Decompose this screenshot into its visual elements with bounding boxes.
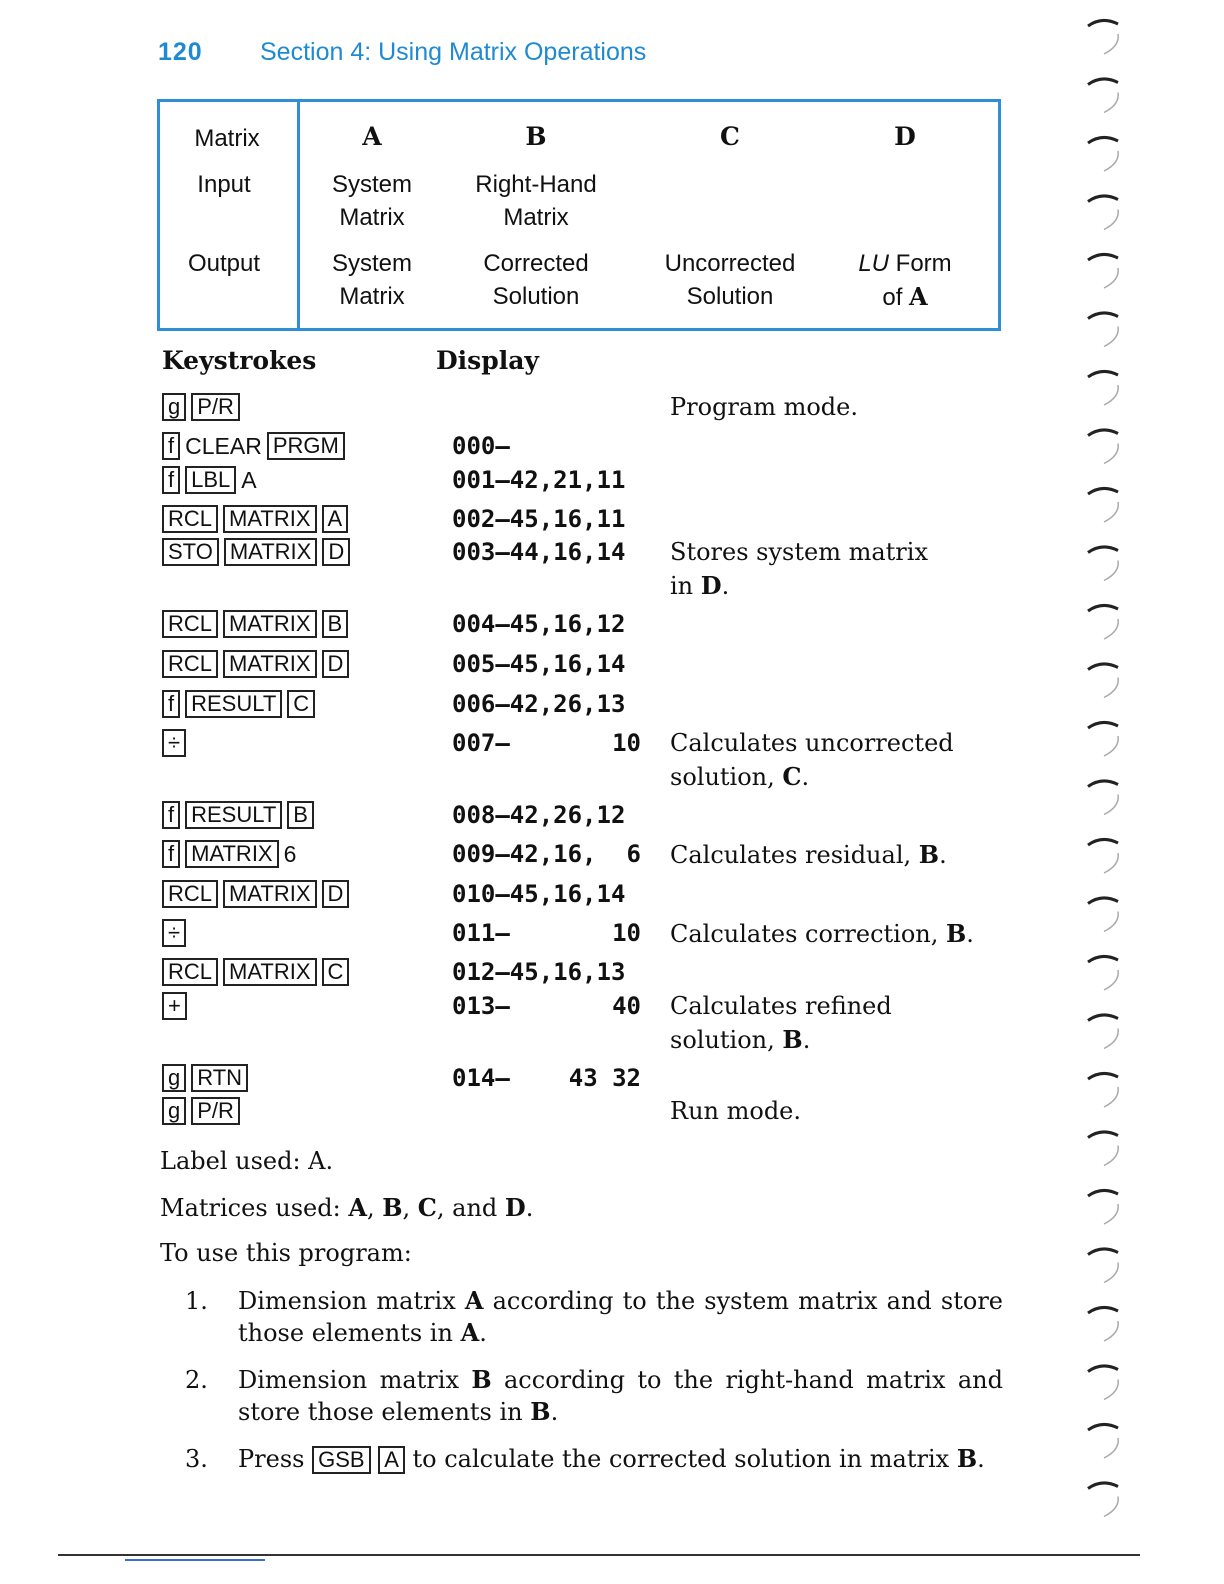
spiral-ring [1088,1366,1118,1372]
page-bottom-rule [58,1554,1140,1556]
col-b-output-2: Solution [492,283,580,310]
display-code: 014– 43 32 [452,1064,641,1092]
keystrokes-heading: Keystrokes [162,346,317,375]
display-code: 010–45,16,14 [452,880,626,908]
step-description: Calculates uncorrected solution, C. [670,729,954,791]
col-a-output-2: Matrix [339,283,405,310]
calculator-key: B [287,801,314,829]
spiral-ring-shadow [1104,1029,1118,1049]
calculator-key: RCL [162,610,218,638]
calculator-key: D [322,650,350,678]
spiral-ring [1088,1483,1118,1489]
matrix-io-table [157,99,1001,331]
keystroke-sequence [162,992,187,1020]
keystroke-sequence [162,393,240,421]
spiral-ring-shadow [1104,853,1118,873]
col-c-output-2: Solution [686,283,774,310]
step-description: Program mode. [670,393,859,421]
step-description: Run mode. [670,1097,802,1125]
matrices-used: Matrices used: A, B, C, and D. [160,1193,534,1222]
calculator-key: f [162,840,180,868]
spiral-ring-shadow [1104,444,1118,464]
col-head-c: C [720,122,740,151]
row-label-input: Input [197,171,251,198]
spiral-ring [1088,898,1118,904]
display-code: 003–44,16,14 [452,538,626,566]
step-3: 3. Press GSB A to calculate the corrected solution in matrix B. [185,1444,985,1473]
calculator-key: MATRIX [223,505,316,533]
col-a-output-1: System [331,250,412,277]
step-description: Calculates refined solution, B. [670,992,892,1054]
page-bottom-accent [125,1559,265,1561]
spiral-ring-shadow [1104,151,1118,171]
display-code: 000– [452,432,510,460]
display-code: 008–42,26,12 [452,801,626,829]
step-description: Calculates residual, B. [670,840,947,869]
spiral-ring [1088,1307,1118,1313]
spiral-ring [1088,20,1118,26]
row-label-output: Output [187,250,261,277]
spiral-ring-shadow [1104,385,1118,405]
gsb-key: GSB [312,1446,370,1474]
spiral-ring [1088,313,1118,319]
calculator-key: RTN [191,1064,248,1092]
calculator-key: g [162,1097,186,1125]
page-number: 120 [158,38,203,66]
spiral-ring-shadow [1104,619,1118,639]
spiral-ring-shadow [1104,561,1118,581]
display-code: 005–45,16,14 [452,650,626,678]
spiral-ring [1088,1424,1118,1430]
row-label-matrix: Matrix [194,125,260,152]
spiral-ring [1088,430,1118,436]
col-b-input-1: Right-Hand [475,171,597,198]
keystroke-sequence [162,538,350,566]
keystroke-sequence [162,919,186,947]
calculator-key: D [322,538,350,566]
col-a-input-1: System [331,171,412,198]
calculator-key: RESULT [185,801,282,829]
calculator-key: RCL [162,505,218,533]
calculator-key: MATRIX [223,650,316,678]
col-d-output-1: LU Form [858,250,952,277]
calculator-key: ÷ [162,919,186,947]
keystroke-sequence [162,880,349,908]
spiral-ring-shadow [1104,736,1118,756]
calculator-key: B [322,610,349,638]
spiral-ring [1088,956,1118,962]
calculator-key: MATRIX [223,880,316,908]
spiral-ring-shadow [1104,795,1118,815]
spiral-ring-shadow [1104,1321,1118,1341]
spiral-ring [1088,488,1118,494]
spiral-ring [1088,839,1118,845]
calculator-key: g [162,393,186,421]
spiral-ring [1088,1015,1118,1021]
section-title: Section 4: Using Matrix Operations [260,38,647,66]
display-code: 001–42,21,11 [452,466,626,494]
spiral-ring [1088,547,1118,553]
step-2: 2. Dimension matrix B according to the right-hand matrix and store those elements in B. [185,1365,1003,1426]
spiral-ring-shadow [1104,268,1118,288]
display-code: 013– 40 [452,992,641,1020]
table-divider [297,102,300,328]
display-heading: Display [436,346,539,375]
col-head-d: D [894,122,916,151]
spiral-ring-shadow [1104,1146,1118,1166]
calculator-key: PRGM [267,432,345,460]
spiral-ring [1088,371,1118,377]
calculator-key: RCL [162,958,218,986]
calculator-key: D [322,880,350,908]
display-code: 011– 10 [452,919,641,947]
col-c-output-1: Uncorrected [664,250,796,277]
step-1: 1. Dimension matrix A according to the system matrix and store those elements in A. [185,1286,1003,1347]
display-code: 006–42,26,13 [452,690,626,718]
keystroke-sequence [162,958,349,986]
keystroke-sequence [162,610,348,638]
spiral-ring [1088,1190,1118,1196]
calculator-key: + [162,992,187,1020]
spiral-ring-shadow [1104,1438,1118,1458]
step-description: Calculates correction, B. [670,919,974,948]
calculator-key: f [162,801,180,829]
key-text: CLEAR [185,432,262,459]
keystroke-sequence [162,432,345,460]
to-use-heading: To use this program: [160,1239,412,1267]
spiral-ring-shadow [1104,678,1118,698]
calculator-key: MATRIX [185,840,278,868]
calculator-key: P/R [191,1097,240,1125]
calculator-key: MATRIX [223,958,316,986]
keystroke-sequence [162,840,296,868]
spiral-ring [1088,781,1118,787]
calculator-key: C [322,958,350,986]
spiral-ring [1088,137,1118,143]
spiral-ring [1088,664,1118,670]
display-code: 002–45,16,11 [452,505,626,533]
spiral-ring-shadow [1104,1087,1118,1107]
spiral-ring-shadow [1104,912,1118,932]
col-b-output-1: Corrected [483,250,589,277]
step-description: Stores system matrix in D. [670,538,928,600]
spiral-ring-shadow [1104,970,1118,990]
calculator-key: P/R [191,393,240,421]
calculator-key: MATRIX [224,538,317,566]
spiral-binding [1084,0,1144,1584]
spiral-ring-shadow [1104,1380,1118,1400]
spiral-ring-shadow [1104,1263,1118,1283]
display-code: 009–42,16, 6 [452,840,641,868]
col-b-input-2: Matrix [503,204,569,231]
calculator-key: g [162,1064,186,1092]
spiral-ring-shadow [1104,1204,1118,1224]
calculator-key: STO [162,538,219,566]
calculator-key: f [162,690,180,718]
col-head-a: A [362,122,382,151]
calculator-key: MATRIX [223,610,316,638]
spiral-ring-shadow [1104,1497,1118,1517]
keystroke-sequence [162,650,349,678]
calculator-key: ÷ [162,729,186,757]
spiral-ring [1088,1132,1118,1138]
keystroke-sequence [162,1097,240,1125]
keystroke-sequence [162,1064,248,1092]
display-code: 012–45,16,13 [452,958,626,986]
keystroke-sequence [162,466,257,494]
calculator-key: f [162,466,180,494]
display-code: 004–45,16,12 [452,610,626,638]
display-code: 007– 10 [452,729,641,757]
calculator-key: RESULT [185,690,282,718]
spiral-ring-shadow [1104,93,1118,113]
keystroke-sequence [162,801,314,829]
calculator-key: C [287,690,315,718]
keystroke-sequence [162,690,315,718]
spiral-ring [1088,79,1118,85]
lu-italic: LU [858,250,889,277]
col-head-b: B [525,122,547,151]
spiral-ring-shadow [1104,327,1118,347]
spiral-ring [1088,722,1118,728]
keystroke-sequence [162,505,348,533]
col-a-input-2: Matrix [339,204,405,231]
spiral-ring [1088,1073,1118,1079]
col-d-output-2: of A [882,282,928,311]
calculator-key: A [322,505,349,533]
key-text: A [241,466,257,493]
key-text: 6 [283,840,297,867]
keystroke-sequence [162,729,186,757]
spiral-ring [1088,1249,1118,1255]
label-used: Label used: A. [160,1147,334,1175]
a-key: A [378,1446,405,1474]
calculator-key: RCL [162,650,218,678]
calculator-key: LBL [185,466,236,494]
calculator-key: RCL [162,880,218,908]
spiral-ring [1088,196,1118,202]
spiral-ring-shadow [1104,34,1118,54]
spiral-ring-shadow [1104,502,1118,522]
spiral-ring [1088,605,1118,611]
calculator-key: f [162,432,180,460]
spiral-ring-shadow [1104,210,1118,230]
spiral-ring [1088,254,1118,260]
